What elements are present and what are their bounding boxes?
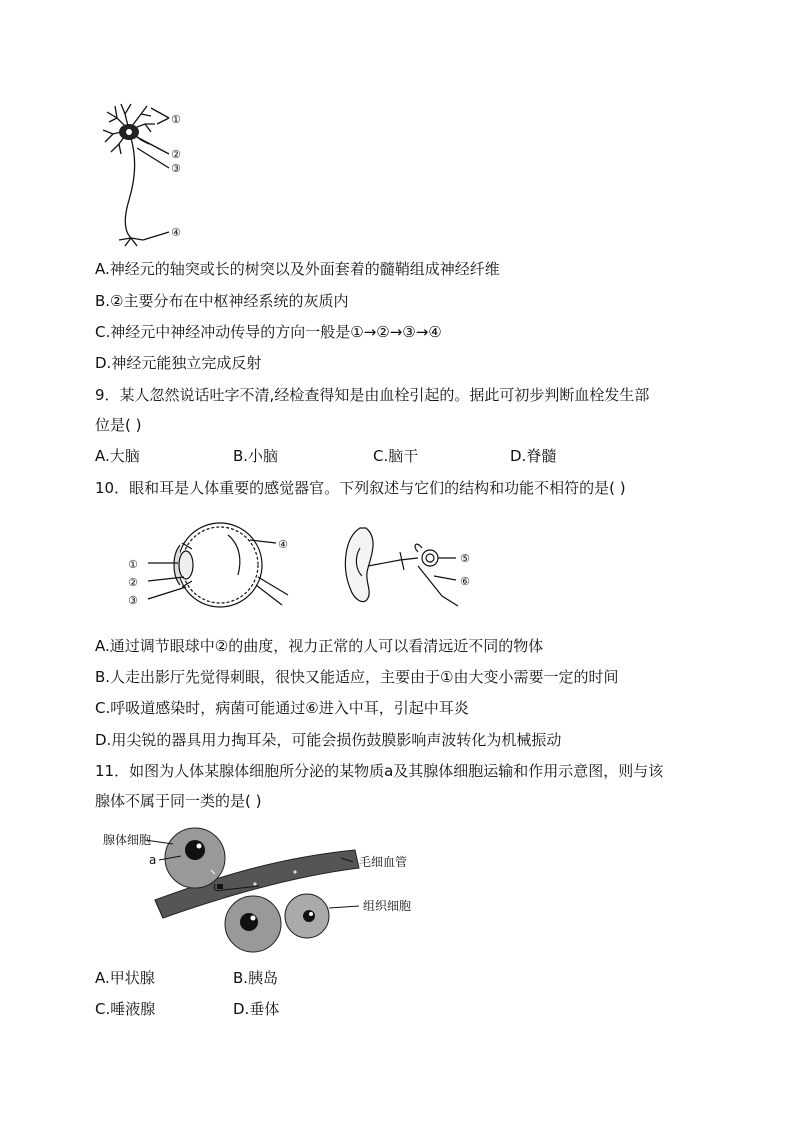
gland-diagram (95, 828, 425, 956)
q8-option-b: B.②主要分布在中枢神经系统的灰质内 (95, 292, 349, 310)
label-substance-a: a (149, 853, 157, 867)
q10-stem: 10．眼和耳是人体重要的感觉器官。下列叙述与它们的结构和功能不相符的是( ) (95, 479, 626, 497)
neuron-label-2: ② (171, 148, 181, 161)
q11-stem-line2: 腺体不属于同一类的是( ) (95, 792, 262, 810)
q8-option-c: C.神经元中神经冲动传导的方向一般是①→②→③→④ (95, 323, 442, 341)
q10-option-d: D.用尖锐的器具用力掏耳朵，可能会损伤鼓膜影响声波转化为机械振动 (95, 731, 562, 749)
label-tissue-cell: 组织细胞 (363, 899, 412, 913)
q9-option-c: C.脑干 (373, 447, 419, 465)
eye-label-3: ③ (128, 594, 138, 607)
q10-option-b: B.人走出影厅先觉得刺眼，很快又能适应，主要由于①由大变小需要一定的时间 (95, 668, 619, 686)
q10-option-c: C.呼吸道感染时，病菌可能通过⑥进入中耳，引起中耳炎 (95, 699, 469, 717)
q8-option-d: D.神经元能独立完成反射 (95, 354, 262, 372)
ear-label-5: ⑤ (460, 552, 470, 565)
label-capillary: 毛细血管 (359, 855, 408, 869)
q9-option-a: A.大脑 (95, 447, 140, 465)
q11-stem-line1: 11．如图为人体某腺体细胞所分泌的某物质a及其腺体细胞运输和作用示意图，则与该 (95, 762, 664, 780)
eye-label-4: ④ (278, 538, 288, 551)
q10-option-a: A.通过调节眼球中②的曲度，视力正常的人可以看清远近不同的物体 (95, 637, 544, 655)
q9-option-d: D.脊髓 (510, 447, 557, 465)
q11-option-c: C.唾液腺 (95, 1000, 156, 1018)
neuron-label-1: ① (171, 113, 181, 126)
q8-option-a: A.神经元的轴突或长的树突以及外面套着的髓鞘组成神经纤维 (95, 260, 500, 278)
eye-label-2: ② (128, 576, 138, 589)
ear-label-6: ⑥ (460, 575, 470, 588)
neuron-label-4: ④ (171, 226, 181, 239)
eye-diagram (120, 515, 300, 615)
q11-option-a: A.甲状腺 (95, 969, 155, 987)
q9-stem-line2: 位是( ) (95, 416, 142, 434)
q11-option-d: D.垂体 (233, 1000, 280, 1018)
eye-label-1: ① (128, 558, 138, 571)
ear-diagram (338, 518, 488, 613)
neuron-label-3: ③ (171, 162, 181, 175)
q11-option-b: B.胰岛 (233, 969, 279, 987)
neuron-diagram (95, 100, 195, 250)
q9-option-b: B.小脑 (233, 447, 279, 465)
label-gland-cell: 腺体细胞 (103, 833, 152, 847)
q9-stem-line1: 9．某人忽然说话吐字不清,经检查得知是由血栓引起的。据此可初步判断血栓发生部 (95, 386, 650, 404)
